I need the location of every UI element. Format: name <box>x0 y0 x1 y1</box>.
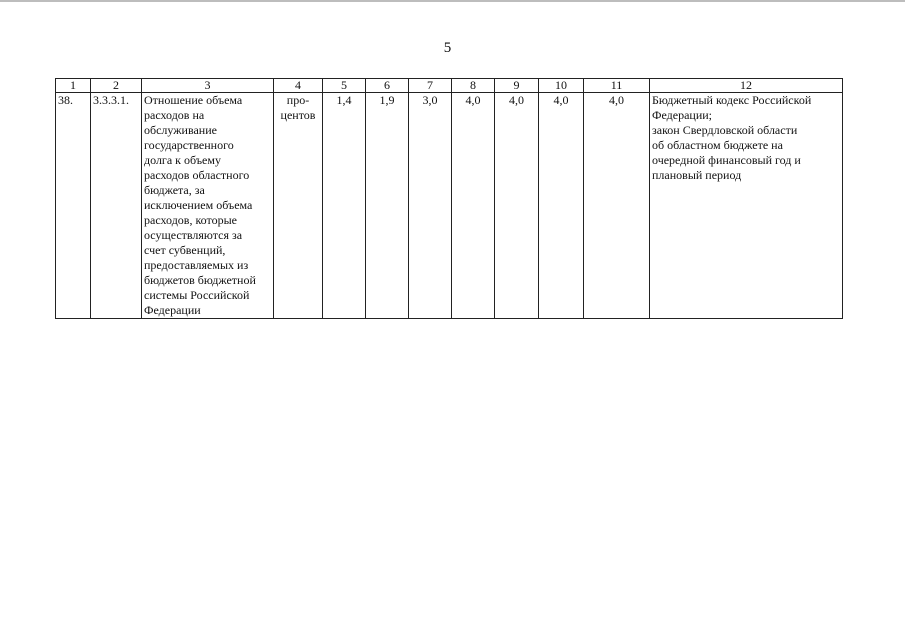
col-header-10: 10 <box>539 79 584 93</box>
value-cell-9: 4,0 <box>495 93 539 319</box>
col-header-4: 4 <box>274 79 323 93</box>
page-number: 5 <box>443 40 452 56</box>
col-header-3: 3 <box>142 79 274 93</box>
table-row <box>56 93 843 319</box>
col-header-8: 8 <box>452 79 495 93</box>
value-cell-7: 3,0 <box>409 93 452 319</box>
unit-cell: про- центов <box>274 93 323 319</box>
row-number-cell: 38. <box>56 93 91 319</box>
source-cell: Бюджетный кодекс Российской Федерации; закон Свердловской области об областном бюджете на очередной финансовый год и плановый период <box>650 93 843 319</box>
indicator-name-cell: Отношение объема расходов на обслуживание государственного долга к объему расходов областного бюджета, за исключением объема расходов, которые осуществляются за счет субвенций, предоставляемых из бюджетов бюджетной системы Российской Федерации <box>142 93 274 319</box>
value-cell-8: 4,0 <box>452 93 495 319</box>
col-header-5: 5 <box>323 79 366 93</box>
col-header-1: 1 <box>56 79 91 93</box>
row-code-cell: 3.3.3.1. <box>91 93 142 319</box>
page-top-edge <box>0 0 905 2</box>
col-header-11: 11 <box>584 79 650 93</box>
value-cell-5: 1,4 <box>323 93 366 319</box>
value-cell-6: 1,9 <box>366 93 409 319</box>
col-header-7: 7 <box>409 79 452 93</box>
header-row <box>56 79 843 93</box>
col-header-6: 6 <box>366 79 409 93</box>
col-header-2: 2 <box>91 79 142 93</box>
col-header-12: 12 <box>650 79 843 93</box>
value-cell-11: 4,0 <box>584 93 650 319</box>
value-cell-10: 4,0 <box>539 93 584 319</box>
col-header-9: 9 <box>495 79 539 93</box>
indicators-table <box>55 78 843 319</box>
